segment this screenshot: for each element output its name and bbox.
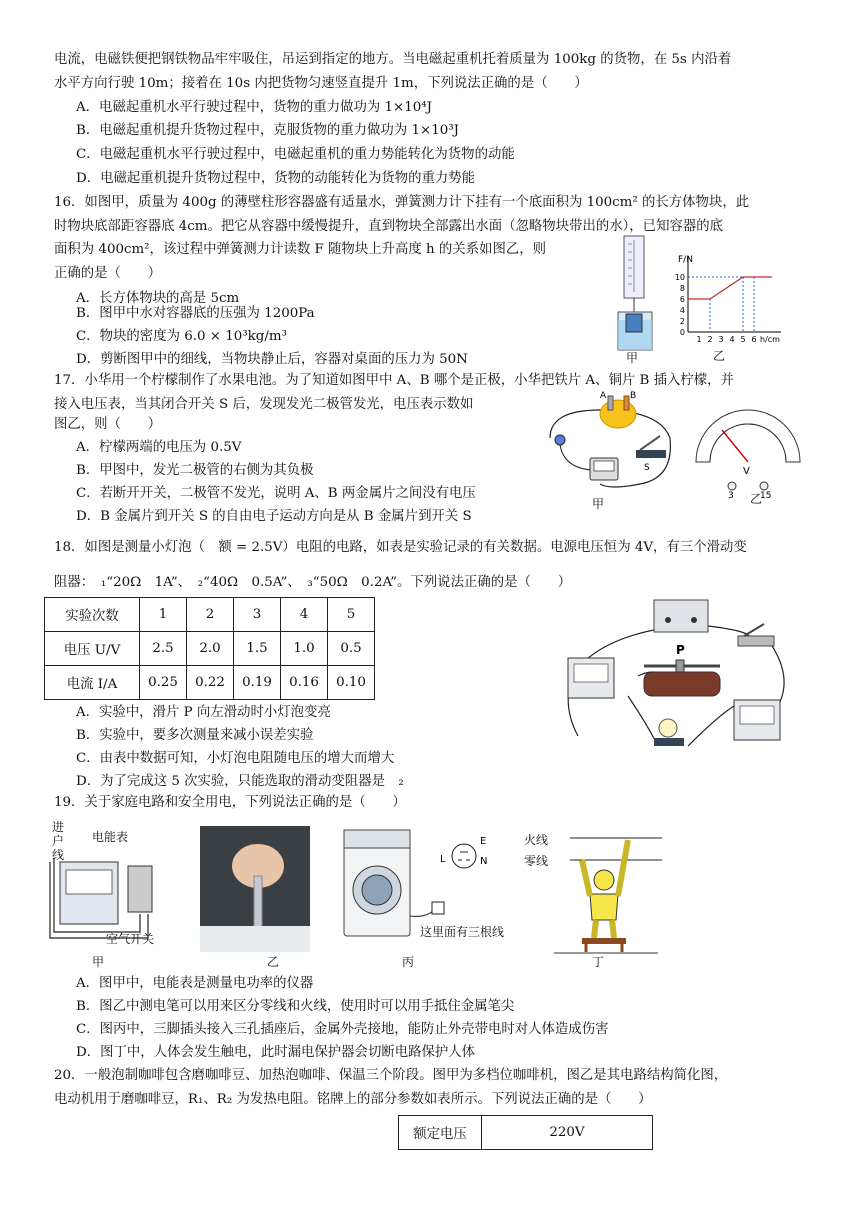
ytick: 8 bbox=[679, 284, 685, 293]
x-axis-label: h/cm bbox=[760, 335, 780, 344]
q19-option-b: B．图乙中测电笔可以用来区分零线和火线，使用时可以用手抵住金属笔尖 bbox=[76, 999, 515, 1014]
y-axis-label: F/N bbox=[678, 255, 693, 265]
table-cell: 0.5 bbox=[328, 632, 375, 666]
q17-yi-caption: 乙 bbox=[750, 492, 763, 506]
q16-option-c: C．物块的密度为 6.0 × 10³kg/m³ bbox=[76, 329, 287, 344]
q17-figure-yi-voltmeter bbox=[690, 400, 806, 500]
q17-jia-caption: 甲 bbox=[592, 497, 605, 511]
slider-p bbox=[676, 660, 684, 672]
q19-option-c: C．图丙中，三脚插头接入三孔插座后，金属外壳接地，能防止外壳带电时对人体造成伤害 bbox=[76, 1022, 609, 1037]
table-cell: 0.16 bbox=[281, 666, 328, 700]
q20-stem-line1: 20．一般泡制咖啡包含磨咖啡豆、加热泡咖啡、保温三个阶段。图甲为多档位咖啡机，图乙是其电路结构简化图， bbox=[54, 1068, 728, 1083]
label-p: P bbox=[676, 643, 685, 657]
q16-figure-jia bbox=[606, 232, 666, 362]
q19-ding-caption: 丁 bbox=[592, 955, 605, 969]
q16-option-d: D．剪断图甲中的细线，当物块静止后，容器对桌面的压力为 50N bbox=[76, 352, 468, 367]
q19-yi-caption: 乙 bbox=[267, 955, 280, 969]
table-row bbox=[45, 632, 375, 666]
switch bbox=[636, 450, 666, 458]
q18-option-d: D．为了完成这 5 次实验，只能选取的滑动变阻器是 ₂ bbox=[76, 774, 404, 789]
q19-bing-caption: 丙 bbox=[402, 955, 415, 969]
table-row bbox=[45, 598, 375, 632]
q17-option-b: B．甲图中，发光二极管的右侧为其负极 bbox=[76, 463, 314, 478]
q16-stem-line1: 16．如图甲，质量为 400g 的薄壁柱形容器盛有适量水，弹簧测力计下挂有一个底面积为 100cm² 的长方体物块，此 bbox=[54, 195, 750, 210]
q19-figure-yi-test-pen bbox=[200, 826, 310, 952]
q16-stem-line2: 时物块底部距容器底 4cm。把它从容器中缓慢提升，直到物块全部露出水面（忽略物块带出的水），已知容器的底 bbox=[54, 219, 724, 234]
power-supply bbox=[654, 600, 708, 632]
label-b: B bbox=[630, 391, 637, 401]
xtick: 4 bbox=[729, 335, 735, 344]
q19-option-d: D．图丁中，人体会发生触电，此时漏电保护器会切断电路保护人体 bbox=[76, 1045, 476, 1060]
table-cell: 2.5 bbox=[140, 632, 187, 666]
block bbox=[626, 314, 642, 332]
table-cell: 电压 U/V bbox=[45, 632, 140, 666]
ytick: 2 bbox=[679, 317, 685, 326]
lemon bbox=[600, 400, 636, 428]
table-cell: 1.0 bbox=[281, 632, 328, 666]
three-wire-label: 这里面有三根线 bbox=[420, 925, 505, 939]
led bbox=[555, 435, 565, 445]
bulb bbox=[659, 719, 677, 737]
xtick: 1 bbox=[696, 335, 702, 344]
q15-option-b: B．电磁起重机提升货物过程中，克服货物的重力做功为 1×10³J bbox=[76, 123, 459, 138]
q19-option-a: A．图甲中，电能表是测量电功率的仪器 bbox=[76, 976, 314, 991]
energy-meter-label: 电能表 bbox=[92, 830, 129, 844]
table-cell: 5 bbox=[328, 598, 375, 632]
q17-option-d: D．B 金属片到开关 S 的自由电子运动方向是从 B 金属片到开关 S bbox=[76, 509, 472, 524]
person bbox=[594, 870, 614, 890]
three-hole-socket bbox=[452, 844, 476, 868]
table-cell: 0.19 bbox=[234, 666, 281, 700]
q18-option-b: B．实验中，要多次测量来减小误差实验 bbox=[76, 728, 314, 743]
ytick: 0 bbox=[679, 328, 685, 337]
q16-stem-line3: 面积为 400cm²，该过程中弹簧测力计读数 F 随物块上升高度 h 的关系如图乙，则 bbox=[54, 242, 547, 257]
ytick: 6 bbox=[679, 295, 685, 304]
xtick: 2 bbox=[707, 335, 713, 344]
meter-unit: V bbox=[743, 466, 750, 477]
air-switch-label: 空气开关 bbox=[106, 932, 155, 946]
table-cell: 1.5 bbox=[234, 632, 281, 666]
q15-stem-line1: 电流，电磁铁便把钢铁物品牢牢吸住，吊运到指定的地方。当电磁起重机托着质量为 100kg 的货物，在 5s 内沿着 bbox=[54, 52, 732, 67]
label-s: S bbox=[644, 463, 650, 473]
q17-figure-jia bbox=[540, 388, 680, 504]
terminal-15 bbox=[760, 482, 768, 490]
q18-data-table bbox=[44, 597, 375, 700]
needle bbox=[722, 430, 748, 462]
switch bbox=[738, 636, 774, 646]
table-cell: 额定电压 bbox=[399, 1116, 482, 1150]
q17-option-a: A．柠檬两端的电压为 0.5V bbox=[76, 440, 242, 455]
q18-option-c: C．由表中数据可知，小灯泡电阻随电压的增大而增大 bbox=[76, 751, 395, 766]
q17-stem-line3: 图乙，则（ ） bbox=[54, 417, 162, 432]
table-cell: 4 bbox=[281, 598, 328, 632]
plate-a bbox=[608, 396, 613, 410]
neutral-wire-label: 零线 bbox=[524, 854, 549, 868]
air-switch bbox=[128, 866, 152, 912]
table-cell: 实验次数 bbox=[45, 598, 140, 632]
q17-stem-line2: 接入电压表，当其闭合开关 S 后，发现发光二极管发光，电压表示数如 bbox=[54, 397, 474, 412]
q17-stem-line1: 17．小华用一个柠檬制作了水果电池。为了知道如图甲中 A、B 哪个是正极，小华把铁片 A、铜片 B 插入柠檬，并 bbox=[54, 373, 734, 388]
xtick: 3 bbox=[718, 335, 724, 344]
rheostat bbox=[644, 672, 720, 696]
ytick: 10 bbox=[674, 273, 685, 282]
q18-circuit-figure bbox=[558, 596, 802, 776]
xtick: 6 bbox=[751, 335, 757, 344]
q15-option-d: D．电磁起重机提升货物过程中，货物的动能转化为货物的重力势能 bbox=[76, 171, 476, 186]
q18-option-a: A．实验中，滑片 P 向左滑动时小灯泡变亮 bbox=[76, 705, 331, 720]
table-cell: 3 bbox=[234, 598, 281, 632]
q18-stem-line2: 阻器： ₁“20Ω 1A”、 ₂“40Ω 0.5A”、 ₃“50Ω 0.2A”。下列说法正确的是（ ） bbox=[54, 575, 572, 590]
q20-spec-table bbox=[398, 1115, 653, 1150]
table-cell: 1 bbox=[140, 598, 187, 632]
xtick: 5 bbox=[740, 335, 746, 344]
q16-graph-yi bbox=[666, 250, 786, 346]
table-cell: 0.25 bbox=[140, 666, 187, 700]
table-cell: 0.22 bbox=[187, 666, 234, 700]
plug-e-label: E bbox=[480, 836, 487, 847]
table-row bbox=[45, 666, 375, 700]
label-a: A bbox=[600, 391, 607, 401]
terminal-15-label: 15 bbox=[760, 491, 772, 500]
q16-option-a: A．长方体物块的高是 5cm bbox=[76, 291, 240, 306]
table-cell: 2 bbox=[187, 598, 234, 632]
q15-option-c: C．电磁起重机水平行驶过程中，电磁起重机的重力势能转化为货物的动能 bbox=[76, 147, 515, 162]
plate-b bbox=[624, 396, 629, 410]
terminal-3-label: 3 bbox=[728, 491, 734, 500]
q15-stem-line2: 水平方向行驶 10m；接着在 10s 内把货物匀速竖直提升 1m，下列说法正确的是（ ） bbox=[54, 76, 588, 91]
q16-jia-caption: 甲 bbox=[626, 351, 639, 365]
q16-yi-caption: 乙 bbox=[713, 349, 726, 363]
table-cell: 电流 I/A bbox=[45, 666, 140, 700]
table-row bbox=[399, 1116, 653, 1150]
live-wire-label: 火线 bbox=[524, 833, 549, 847]
q17-option-c: C．若断开开关，二极管不发光，说明 A、B 两金属片之间没有电压 bbox=[76, 486, 476, 501]
jinhuxian-label: 进户线 bbox=[52, 820, 65, 862]
q19-jia-caption: 甲 bbox=[92, 955, 105, 969]
q15-option-a: A．电磁起重机水平行驶过程中，货物的重力做功为 1×10⁴J bbox=[76, 100, 433, 115]
f-h-line bbox=[688, 277, 772, 299]
q18-stem-line1: 18．如图是测量小灯泡（ 额 = 2.5V）电阻的电路，如表是实验记录的有关数据。电源电压恒为 4V，有三个滑动变 bbox=[54, 540, 747, 555]
table-cell: 2.0 bbox=[187, 632, 234, 666]
ytick: 4 bbox=[679, 306, 685, 315]
q16-option-b: B．图甲中水对容器底的压强为 1200Pa bbox=[76, 306, 315, 321]
q19-stem: 19．关于家庭电路和安全用电，下列说法正确的是（ ） bbox=[54, 795, 406, 810]
plug bbox=[432, 902, 444, 914]
table-cell: 220V bbox=[482, 1116, 653, 1150]
q20-stem-line2: 电动机用于磨咖啡豆，R₁、R₂ 为发热电阻。铭牌上的部分参数如表所示。下列说法正确的是（ ） bbox=[54, 1092, 652, 1107]
table-cell: 0.10 bbox=[328, 666, 375, 700]
plug-l-label: L bbox=[440, 854, 446, 865]
terminal-3 bbox=[728, 482, 736, 490]
q16-stem-line4: 正确的是（ ） bbox=[54, 266, 162, 281]
plug-n-label: N bbox=[480, 856, 488, 867]
